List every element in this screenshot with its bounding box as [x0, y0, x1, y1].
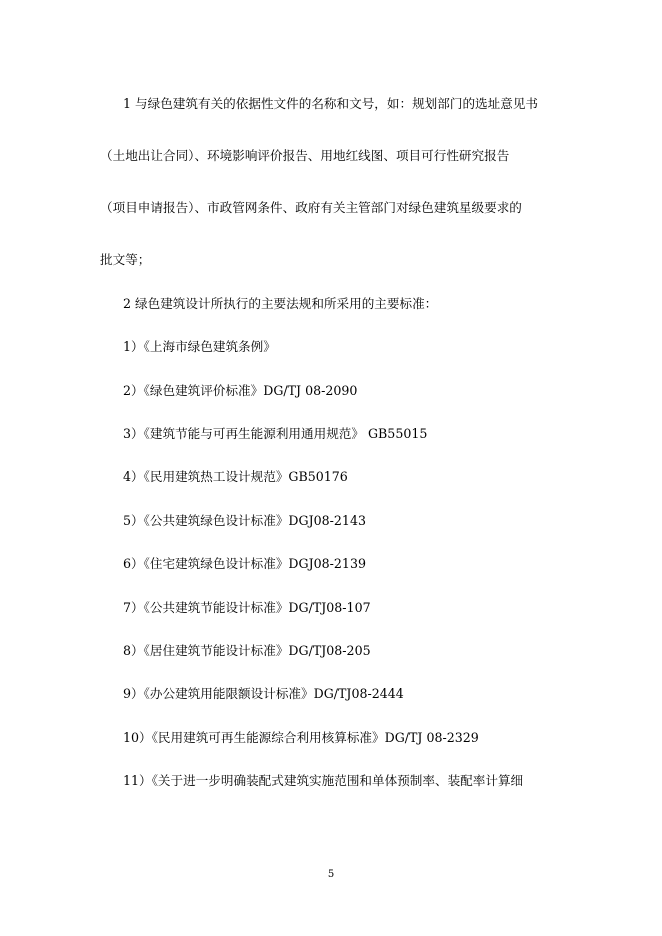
standard-item-5: 5）《公共建筑绿色设计标准》DGJ08-2143	[123, 513, 366, 528]
standard-item-6: 6）《住宅建筑绿色设计标准》DGJ08-2139	[123, 556, 366, 571]
paragraph-1-line-2: （土地出让合同）、环境影响评价报告、用地红线图、项目可行性研究报告	[100, 148, 510, 163]
paragraph-2: 2 绿色建筑设计所执行的主要法规和所采用的主要标准：	[123, 296, 438, 311]
paragraph-1-line-4: 批文等；	[100, 252, 151, 267]
standard-item-2: 2）《绿色建筑评价标准》DG/TJ 08-2090	[123, 383, 358, 398]
standard-item-4: 4）《民用建筑热工设计规范》GB50176	[123, 469, 348, 484]
standard-item-11: 11）《关于进一步明确装配式建筑实施范围和单体预制率、装配率计算细	[123, 773, 524, 788]
standard-item-1: 1）《上海市绿色建筑条例》	[123, 339, 276, 354]
page-number: 5	[327, 869, 335, 880]
standard-item-10: 10）《民用建筑可再生能源综合利用核算标准》DG/TJ 08-2329	[123, 730, 479, 745]
paragraph-1-line-3: （项目申请报告）、市政管网条件、政府有关主管部门对绿色建筑星级要求的	[100, 200, 522, 215]
standard-item-7: 7）《公共建筑节能设计标准》DG/TJ08-107	[123, 600, 371, 615]
standard-item-8: 8）《居住建筑节能设计标准》DG/TJ08-205	[123, 643, 371, 658]
standard-item-3: 3）《建筑节能与可再生能源利用通用规范》 GB55015	[123, 426, 428, 441]
standard-item-9: 9）《办公建筑用能限额设计标准》DG/TJ08-2444	[123, 686, 404, 701]
paragraph-1-line-1: 1 与绿色建筑有关的依据性文件的名称和文号，如：规划部门的选址意见书	[123, 96, 539, 111]
